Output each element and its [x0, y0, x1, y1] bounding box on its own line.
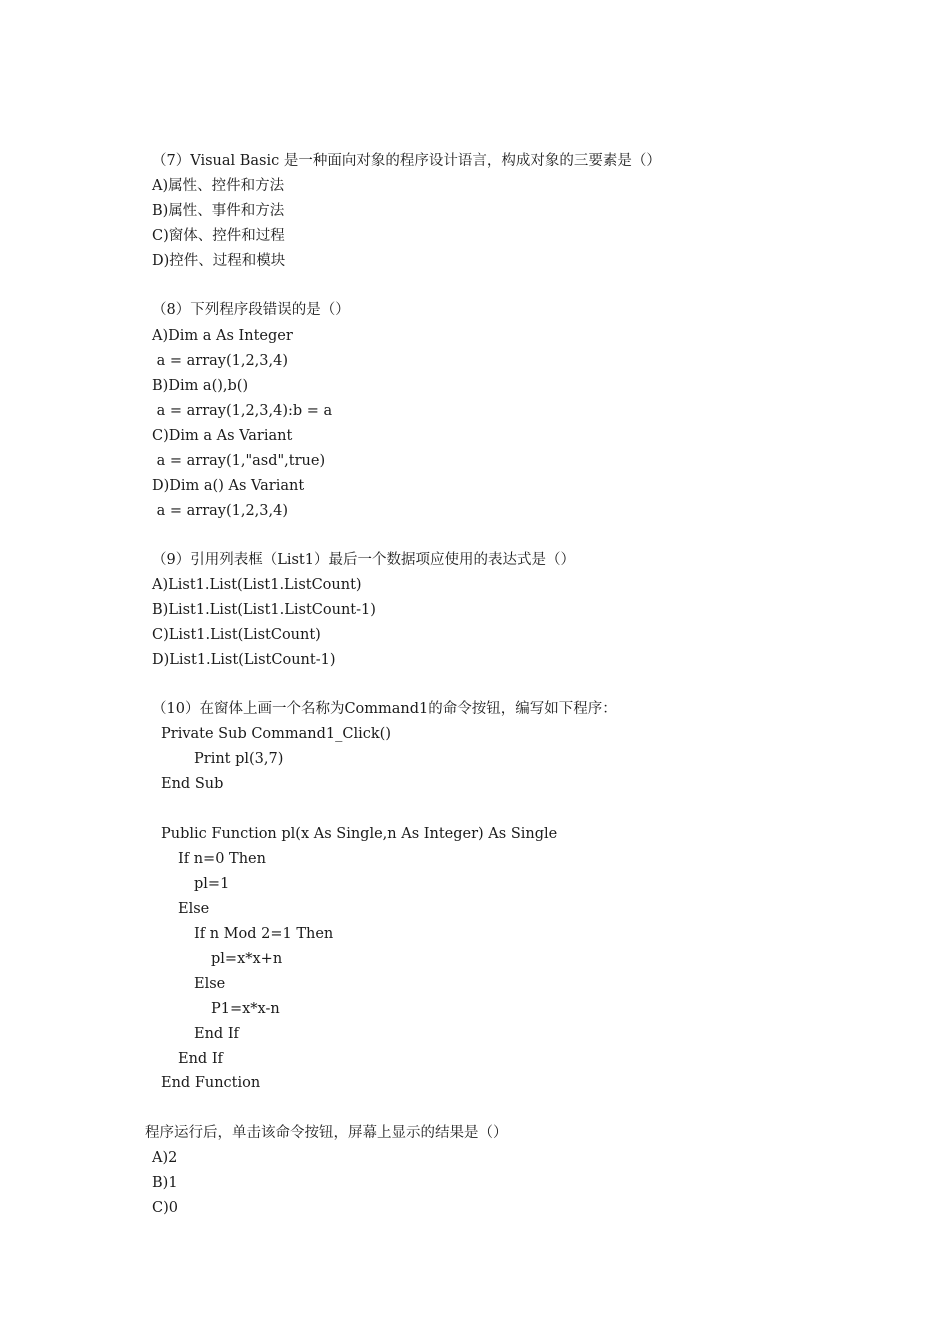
- q7-option-c: C)窗体、控件和过程: [152, 228, 285, 244]
- q8-line: A)Dim a As Integer: [152, 328, 293, 344]
- code-line: pl=1: [194, 876, 230, 892]
- q10-option-a: A)2: [152, 1150, 178, 1166]
- code-line: P1=x*x-n: [211, 1001, 280, 1017]
- code-line: End If: [194, 1026, 239, 1042]
- code-line: Private Sub Command1_Click(): [161, 726, 391, 742]
- q8-line: B)Dim a(),b(): [152, 378, 249, 394]
- code-line: Else: [178, 901, 210, 917]
- q10-option-b: B)1: [152, 1175, 178, 1191]
- q10-question: （10）在窗体上画一个名称为Command1的命令按钮，编写如下程序：: [152, 701, 617, 717]
- code-line: If n=0 Then: [178, 851, 266, 867]
- q7-question: （7）Visual Basic 是一种面向对象的程序设计语言，构成对象的三要素是（）: [152, 153, 661, 169]
- q9-option-a: A)List1.List(List1.ListCount): [152, 577, 362, 593]
- q8-line: a = array(1,"asd",true): [152, 453, 326, 469]
- q10-option-c: C)0: [152, 1200, 178, 1216]
- q7-option-b: B)属性、事件和方法: [152, 203, 285, 219]
- q9-option-b: B)List1.List(List1.ListCount-1): [152, 602, 376, 618]
- q9-option-c: C)List1.List(ListCount): [152, 627, 321, 643]
- code-line: Public Function pl(x As Single,n As Integer) As Single: [161, 826, 558, 842]
- q7-option-d: D)控件、过程和模块: [152, 253, 286, 269]
- code-line: End If: [178, 1051, 223, 1067]
- code-line: End Function: [161, 1075, 261, 1091]
- code-line: pl=x*x+n: [211, 951, 283, 967]
- code-line: Else: [194, 976, 226, 992]
- q9-option-d: D)List1.List(ListCount-1): [152, 652, 336, 668]
- q8-line: D)Dim a() As Variant: [152, 478, 305, 494]
- code-line: End Sub: [161, 776, 224, 792]
- q9-question: （9）引用列表框（List1）最后一个数据项应使用的表达式是（）: [152, 552, 575, 568]
- code-line: Print pl(3,7): [194, 751, 284, 767]
- q8-line: a = array(1,2,3,4):b = a: [152, 403, 333, 419]
- code-line: If n Mod 2=1 Then: [194, 926, 334, 942]
- q8-line: a = array(1,2,3,4): [152, 503, 289, 519]
- q8-line: a = array(1,2,3,4): [152, 353, 289, 369]
- q8-question: （8）下列程序段错误的是（）: [152, 302, 350, 318]
- q8-line: C)Dim a As Variant: [152, 428, 293, 444]
- q7-option-a: A)属性、控件和方法: [152, 178, 285, 194]
- q10-prompt: 程序运行后，单击该命令按钮，屏幕上显示的结果是（）: [145, 1125, 508, 1141]
